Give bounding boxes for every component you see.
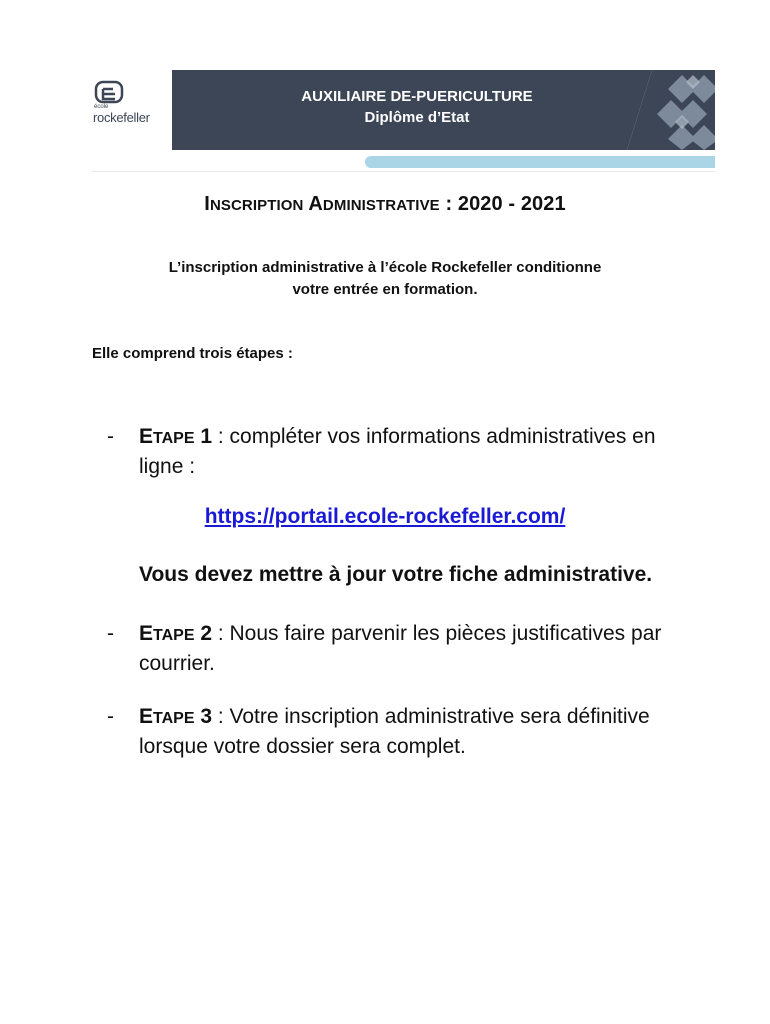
bullet-dash: - (107, 425, 114, 448)
title-initial-1: I (204, 193, 210, 215)
title-initial-2: A (308, 193, 323, 215)
lead-text: Elle comprend trois étapes : (92, 345, 293, 362)
header (92, 70, 715, 150)
bullet-dash: - (107, 622, 114, 645)
logo-small-text: école (94, 104, 109, 110)
intro-paragraph (0, 257, 770, 301)
step-label: ETAPE 2 (139, 622, 213, 645)
title-word-2: DMINISTRATIVE (322, 197, 440, 214)
logo-name: rockefeller (93, 110, 150, 125)
title-word-1: NSCRIPTION (209, 197, 304, 214)
intro-line-1: L’inscription administrative à l’école Rockefeller conditionne (168, 259, 602, 276)
step-text: : Nous faire parvenir les pièces justificatives par courrier. (139, 622, 662, 675)
step-label: ETAPE 1 (139, 425, 213, 448)
page-title (0, 193, 770, 216)
banner-subtitle: Diplôme d’Etat (364, 109, 470, 126)
logo (92, 70, 172, 150)
accent-bar (365, 156, 715, 168)
intro-line-2: votre entrée en formation. (292, 281, 478, 298)
header-divider (92, 171, 715, 172)
step-text: : Votre inscription administrative sera définitive lorsque votre dossier sera complet. (139, 705, 650, 758)
rockefeller-logo-icon (92, 70, 132, 104)
step-text: : compléter vos informations administratives en ligne : (139, 425, 656, 478)
bullet-dash: - (107, 705, 114, 728)
banner-title: AUXILIAIRE DE-PUERICULTURE (301, 88, 533, 105)
portal-link[interactable]: https://portail.ecole-rockefeller.com/ (204, 505, 566, 528)
notice-text: Vous devez mettre à jour votre fiche administrative. (139, 563, 653, 586)
step-label: ETAPE 3 (139, 705, 213, 728)
title-years: : 2020 - 2021 (439, 193, 566, 215)
